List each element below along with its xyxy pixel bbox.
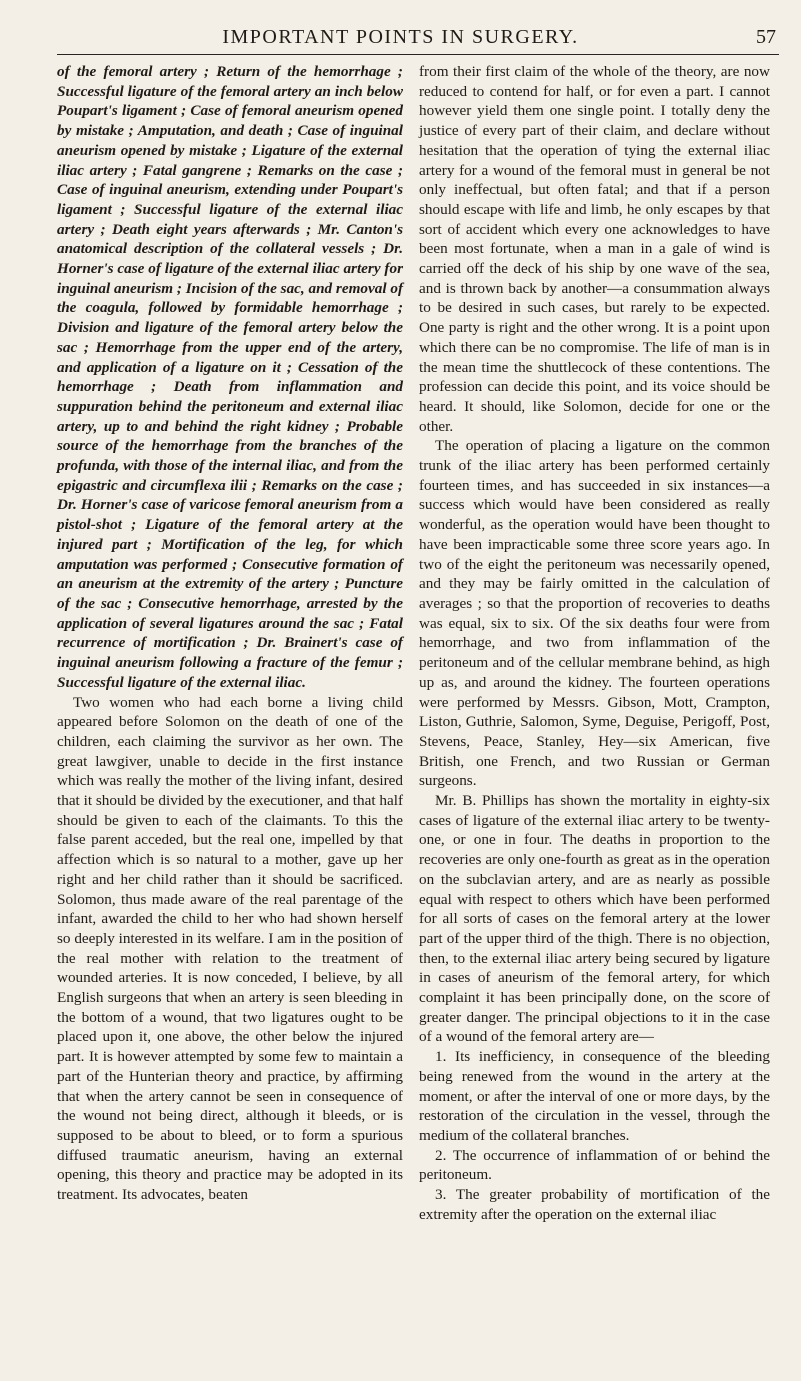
objection-item-1: 1. Its inefficiency, in consequence of the bleeding being renewed from the wound in the artery at the moment, or after the interval of one or more days, by the restoration of the circulation in the vessel, through the medium of the collateral branches. [419, 1048, 770, 1144]
page-header [0, 26, 801, 56]
paragraph-iliac-operations: The operation of placing a ligature on the common trunk of the iliac artery has been performed certainly fourteen times, and has succeeded in six instances—a success which would have been considered as really wonderful, as the operation would have been thought to have been impracticable some three score years ago. In two of the eight the peritoneum was necessarily opened, and they may be fairly omitted in the calculation of averages ; so that the proportion of recoveries to deaths was equal, six to six. Of the six deaths four were from hemorrhage, and two from inflammation of the peritoneum and of the cellular membrane behind, as high up as, and around the kidney. The fourteen operations were performed by Messrs. Gibson, Mott, Crampton, Liston, Guthrie, Salomon, Syme, Deguise, Perigoff, Post, Stevens, Peace, Stanley, Hey—six American, five British, one French, and two Russian or German surgeons. [419, 437, 770, 790]
chapter-contents-summary: of the femoral artery ; Return of the hemorrhage ; Successful ligature of the femoral artery an inch below Poupart's ligament ; Case of femoral aneurism opened by mistake ; Amputation, and death ; Case of inguinal aneurism opened by mistake ; Ligature of the external iliac artery ; Fatal gangrene ; Remarks on the case ; Case of inguinal aneurism, extending under Poupart's ligament ; Successful ligature of the external iliac artery ; Death eight years afterwards ; Mr. Canton's anatomical description of the collateral vessels ; Dr. Horner's case of ligature of the external iliac artery for inguinal aneurism ; Incision of the sac, and removal of the coagula, followed by formidable hemorrhage ; Division and ligature of the femoral artery below the sac ; Hemorrhage from the upper end of the artery, and application of a ligature on it ; Cessation of the hemorrhage ; Death from inflammation and suppuration behind the peritoneum and external iliac artery, up to and behind the right kidney ; Probable source of the hemorrhage from the branches of the profunda, with those of the internal iliac, and from the epigastric and circumflexa ilii ; Remarks on the case ; Dr. Horner's case of varicose femoral aneurism from a pistol-shot ; Ligature of the femoral artery at the injured part ; Mortification of the leg, for which amputation was performed ; Consecutive formation of an aneurism at the extremity of the artery ; Puncture of the sac ; Consecutive hemorrhage, arrested by the application of several ligatures around the sac ; Fatal recurrence of mortification ; Dr. Brainert's case of inguinal aneurism following a fracture of the femur ; Successful ligature of the external iliac. [57, 63, 403, 691]
left-column [57, 62, 403, 1205]
right-column [419, 62, 770, 1224]
paragraph-solomon: Two women who had each borne a living child appeared before Solomon on the death of one of the children, each claiming the survivor as her own. The great lawgiver, unable to decide in the first instance which was really the mother of the living infant, desired that it should be divided by the executioner, and that half should be given to each of the claimants. To this the false parent acceded, but the real one, impelled by that affection which is so natural to a mother, gave up her right and her child rather than it should be sacrificed. Solomon, thus made aware of the real parentage of the infant, awarded the child to her who had shown herself so deeply interested in its welfare. I am in the position of the real mother with relation to the treatment of wounded arteries. It is now conceded, I believe, by all English surgeons that when an artery is seen bleeding in the bottom of a wound, that two ligatures ought to be placed upon it, one above, the other below the injured part. It is however attempted by some few to maintain a part of the Hunterian theory and practice, by affirming that when the artery cannot be seen in consequence of the wound not being direct, although it bleeds, or is supposed to be about to bleed, or to form a spurious diffused traumatic aneurism, having an external opening, this theory and practice may be adopted in its treatment. Its advocates, beaten [57, 693, 403, 1204]
objection-item-3: 3. The greater probability of mortification of the extremity after the operation on the external iliac [419, 1186, 770, 1223]
objection-item-2: 2. The occurrence of inflammation of or behind the peritoneum. [419, 1146, 770, 1184]
running-title: IMPORTANT POINTS IN SURGERY. [222, 26, 579, 48]
header-rule [57, 54, 779, 55]
page-number: 57 [756, 26, 776, 48]
paragraph-phillips-mortality: Mr. B. Phillips has shown the mortality in eighty-six cases of ligature of the external iliac artery to be twenty-one, or one in four. The deaths in proportion to the recoveries are only one-fourth as great as in the operation on the subclavian artery, and are as nearly as possible equal with respect to others which have been performed for all sorts of cases on the femoral artery at the lower part of the upper third of the thigh. There is no objection, then, to the external iliac artery being secured by ligature in cases of aneurism of the femoral artery, for which complaint it has been principally done, on the score of greater danger. The principal objections to it in the case of a wound of the femoral artery are— [419, 792, 770, 1046]
paragraph-continuation: from their first claim of the whole of the theory, are now reduced to contend for half, or for even a part. I cannot however yield them one single point. I totally deny the justice of every part of their claim, and declare without hesitation that the operation of tying the external iliac artery for a wound of the femoral must in general be not only ineffectual, but often fatal; and that if a person should escape with life and limb, he only escapes by that sort of accident which every one acknowledges to have been most fortunate, when a man in a gale of wind is carried off the deck of his ship by one wave of the sea, and is thrown back by another—a consummation always to be desired in such cases, but rarely to be expected. One party is right and the other wrong. It is a point upon which there can be no compromise. The life of man is in the mean time the shuttlecock of these contentions. The profession can decide this point, and its voice should be heard. It should, like Solomon, decide for one or the other. [419, 63, 770, 435]
